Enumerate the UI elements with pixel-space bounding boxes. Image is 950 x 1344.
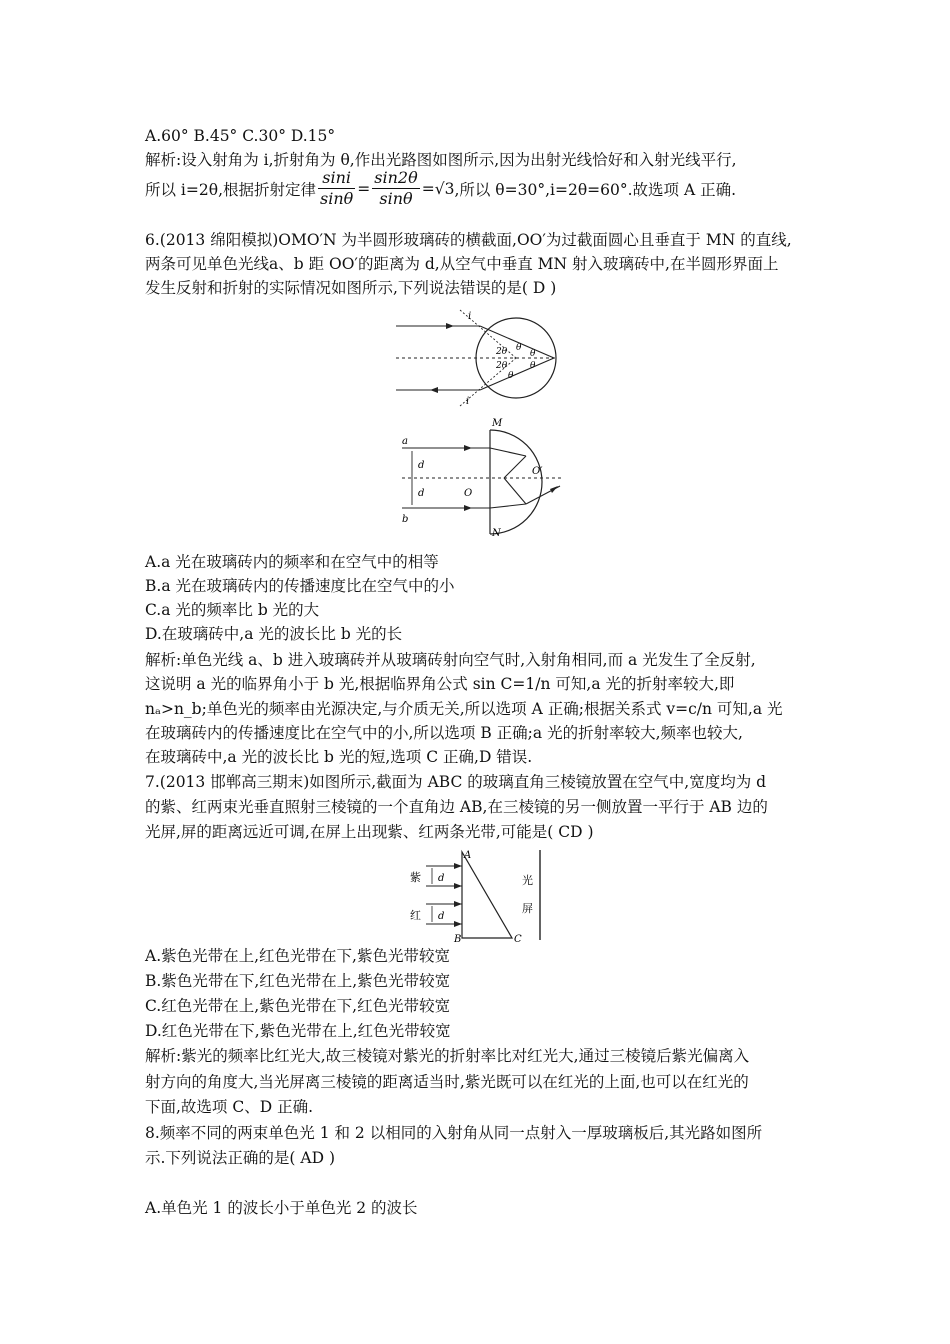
label-A: A (464, 850, 472, 861)
arrow-out-icon (550, 486, 558, 493)
q7-option-b: B.紫色光带在下,红色光带在上,紫色光带较宽 (145, 972, 451, 990)
q7-stem-line1: 7.(2013 邯郸高三期末)如图所示,截面为 ABC 的玻璃直角三棱镜放置在空气中,宽度均为 d (145, 773, 767, 791)
angle-theta-3: θ (530, 361, 536, 371)
label-M: M (492, 418, 503, 429)
equals-sign: = (357, 179, 371, 198)
fraction-sini-over-sintheta (318, 168, 355, 209)
q7-option-c: C.红色光带在上,紫色光带在下,红色光带较宽 (145, 997, 451, 1015)
q6-stem-line2: 两条可见单色光线a、b 距 OO′的距离为 d,从空气中垂直 MN 射入玻璃砖中,在半圆形界面上 (145, 255, 779, 273)
q6-analysis-line1: 解析:单色光线 a、b 进入玻璃砖并从玻璃砖射向空气时,入射角相同,而 a 光发生了全反射, (145, 651, 756, 669)
arrow-right-icon (454, 901, 462, 907)
arrow-right-icon (464, 505, 472, 511)
reflected-ray-lower (480, 358, 554, 390)
label-b: b (402, 514, 409, 525)
q7-analysis-line2: 射方向的角度大,当光屏离三棱镜的距离适当时,紫光既可以在红光的上面,也可以在红光的 (145, 1073, 749, 1091)
q7-stem-line3: 光屏,屏的距离远近可调,在屏上出现紫、红两条光带,可能是( CD ) (145, 823, 594, 841)
q5-analysis-line1: 解析:设入射角为 i,折射角为 θ,作出光路图如图所示,因为出射光线恰好和入射光线平行, (145, 151, 737, 169)
q5-formula-suffix: ,所以 θ=30°,i=2θ=60°.故选项 A 正确. (454, 180, 737, 199)
label-screen-2: 屏 (522, 902, 533, 915)
arrow-right-icon (454, 863, 462, 869)
q6-analysis-line5: 在玻璃砖中,a 光的波长比 b 光的短,选项 C 正确,D 错误. (145, 748, 533, 766)
label-d-lower: d (418, 488, 425, 499)
q7-option-a: A.紫色光带在上,红色光带在下,紫色光带较宽 (145, 947, 450, 965)
fraction-denominator: sinθ (320, 189, 354, 208)
q6-option-b: B.a 光在玻璃砖内的传播速度比在空气中的小 (145, 577, 455, 595)
q6-option-c: C.a 光的频率比 b 光的大 (145, 601, 320, 619)
label-B: B (454, 934, 462, 944)
q6-option-d: D.在玻璃砖中,a 光的波长比 b 光的长 (145, 625, 403, 643)
q5-analysis-formula-line (145, 168, 736, 224)
refracted-ray-upper (480, 326, 554, 358)
arrow-left-icon (430, 387, 438, 393)
arrow-right-icon (454, 883, 462, 889)
fraction-denominator: sinθ (379, 189, 413, 208)
label-d-upper: d (418, 460, 425, 471)
q6-option-a: A.a 光在玻璃砖内的频率和在空气中的相等 (145, 553, 439, 571)
ray-a-reflected-2 (504, 478, 526, 504)
arrow-right-icon (464, 445, 472, 451)
ray-b-inside (490, 504, 526, 508)
angle-2theta-upper: 2θ (496, 347, 508, 357)
q5-options: A.60° B.45° C.30° D.15° (145, 127, 336, 145)
semicircle-glass-figure (398, 416, 568, 538)
q6-stem-line1: 6.(2013 绵阳模拟)OMO′N 为半圆形玻璃砖的横截面,OO′为过截面圆心且垂直于 MN 的直线, (145, 231, 792, 249)
angle-2theta-lower: 2θ (496, 361, 508, 371)
angle-theta-2: θ (530, 349, 536, 359)
fraction-numerator: sini (318, 168, 355, 189)
ray-a-reflected-1 (504, 456, 526, 478)
ray-a-inside (490, 448, 526, 456)
angle-i-top-label: i (468, 311, 472, 322)
prism-figure (402, 846, 552, 944)
label-a: a (402, 436, 408, 447)
semicircle-arc (490, 430, 542, 534)
q6-analysis-line3: nₐ>n_b;单色光的频率由光源决定,与介质无关,所以选项 A 正确;根据关系式 v=c/n 可知,a 光 (145, 700, 783, 718)
angle-theta-1: θ (516, 343, 522, 353)
label-red: 红 (410, 909, 421, 922)
q8-option-a: A.单色光 1 的波长小于单色光 2 的波长 (145, 1199, 418, 1217)
label-C: C (514, 934, 522, 944)
label-screen-1: 光 (522, 874, 533, 887)
q7-analysis-line1: 解析:紫光的频率比红光大,故三棱镜对紫光的折射率比对红光大,通过三棱镜后紫光偏离入 (145, 1047, 750, 1065)
arrow-right-icon (454, 921, 462, 927)
fraction-sin2theta-over-sintheta (372, 168, 419, 209)
q5-formula-prefix: 所以 i=2θ,根据折射定律 (145, 180, 316, 199)
angle-i-bottom-label: i (466, 396, 470, 407)
q7-stem-line2: 的紫、红两束光垂直照射三棱镜的一个直角边 AB,在三棱镜的另一侧放置一平行于 AB 边的 (145, 798, 768, 816)
arrow-right-icon (446, 323, 454, 329)
angle-theta-4: θ (508, 371, 514, 381)
label-d-red: d (438, 911, 445, 922)
q8-stem-line2: 示.下列说法正确的是( AD ) (145, 1149, 335, 1167)
q7-analysis-line3: 下面,故选项 C、D 正确. (145, 1098, 313, 1116)
label-d-violet: d (438, 873, 445, 884)
q8-stem-line1: 8.频率不同的两束单色光 1 和 2 以相同的入射角从同一点射入一厚玻璃板后,其光路如图所 (145, 1124, 763, 1142)
sqrt3-value: =√3 (421, 179, 455, 198)
q6-stem-line3: 发生反射和折射的实际情况如图所示,下列说法错误的是( D ) (145, 279, 557, 297)
label-O: O (464, 488, 473, 499)
right-prism (462, 852, 512, 938)
q6-analysis-line2: 这说明 a 光的临界角小于 b 光,根据临界角公式 sin C=1/n 可知,a 光的折射率较大,即 (145, 675, 735, 693)
label-violet: 紫 (410, 871, 421, 884)
circle-refraction-figure (388, 306, 568, 410)
q7-option-d: D.红色光带在下,紫色光带在上,红色光带较宽 (145, 1022, 451, 1040)
label-N: N (492, 528, 501, 538)
fraction-numerator: sin2θ (374, 168, 418, 187)
q6-analysis-line4: 在玻璃砖内的传播速度比在空气中的小,所以选项 B 正确;a 光的折射率较大,频率也较大, (145, 724, 743, 742)
label-O-prime: O′ (532, 466, 543, 477)
